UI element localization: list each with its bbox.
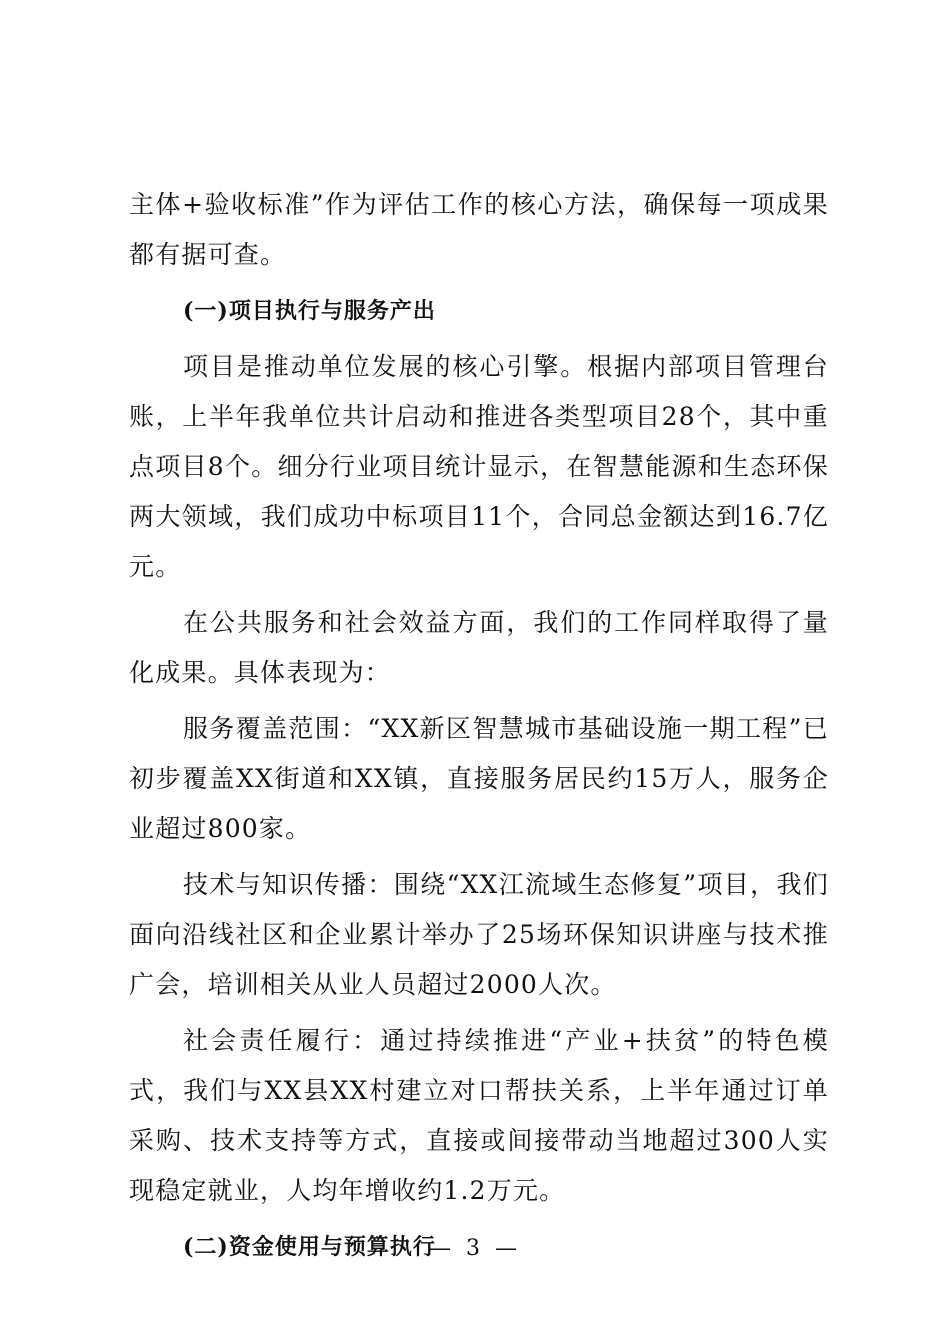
paragraph-social-responsibility: 社会责任履行：通过持续推进“产业+扶贫”的特色模式，我们与XX县XX村建立对口帮扶关系，上半年通过订单采购、技术支持等方式，直接或间接带动当地超过300人实现稳定就业，人均年增收约1.2万元。 <box>129 1026 829 1205</box>
paragraph-project-overview: 项目是推动单位发展的核心引擎。根据内部项目管理台账，上半年我单位共计启动和推进各类型项目28个，其中重点项目8个。细分行业项目统计显示，在智慧能源和生态环保两大领域，我们成功中标项目11个，合同总金额达到16.7亿元。 <box>129 352 829 581</box>
section-heading-1: (一)项目执行与服务产出 <box>183 298 436 324</box>
paragraph-public-service-intro: 在公共服务和社会效益方面，我们的工作同样取得了量化成果。具体表现为： <box>129 608 829 687</box>
document-body <box>129 180 829 1272</box>
page-number: — 3 — <box>429 1236 521 1261</box>
section-heading-2: (二)资金使用与预算执行 <box>183 1234 436 1260</box>
paragraph-knowledge-dissemination: 技术与知识传播：围绕“XX江流域生态修复”项目，我们面向沿线社区和企业累计举办了25场环保知识讲座与技术推广会，培训相关从业人员超过2000人次。 <box>129 870 829 999</box>
paragraph-continuation: 主体+验收标准”作为评估工作的核心方法，确保每一项成果都有据可查。 <box>129 190 829 269</box>
paragraph-service-coverage: 服务覆盖范围：“XX新区智慧城市基础设施一期工程”已初步覆盖XX街道和XX镇，直接服务居民约15万人，服务企业超过800家。 <box>129 714 829 843</box>
